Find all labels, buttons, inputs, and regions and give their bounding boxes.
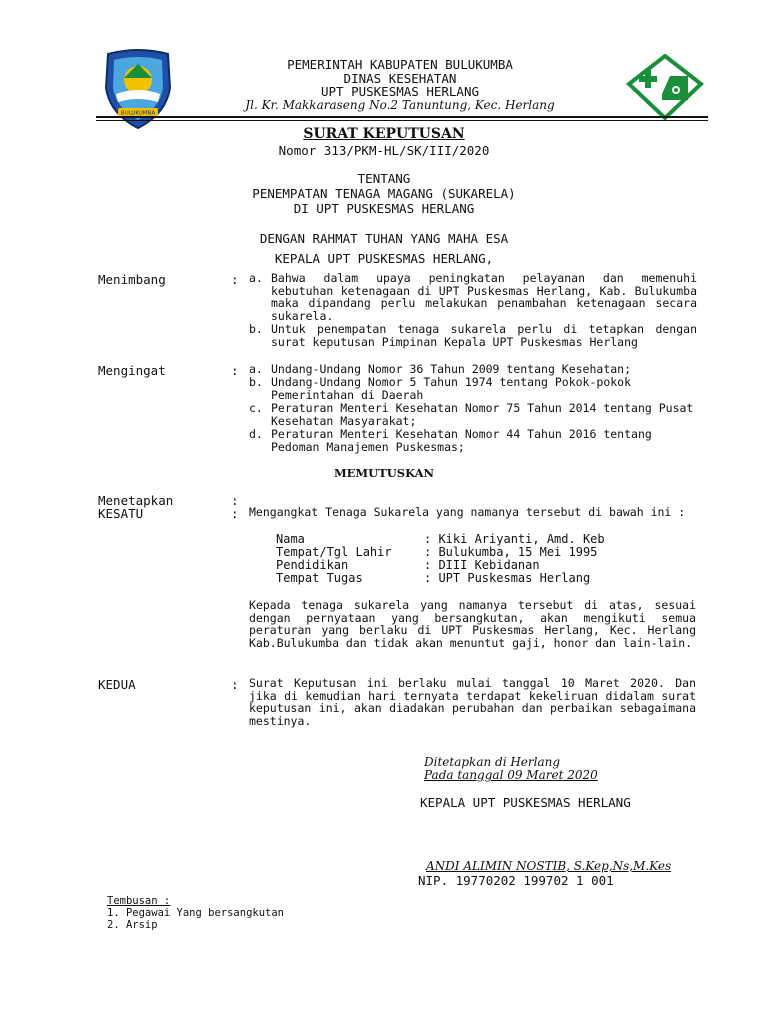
field-value-pendidikan: : DIII Kebidanan xyxy=(424,558,540,572)
kedua-paragraph: Surat Keputusan ini berlaku mulai tanggal 10 Maret 2020. Dan jika di kemudian hari ternyata terdapat kekeliruan didalam surat keputusan ini, akan diadakan perubahan dan perbaikan sebagaimana mestinya. xyxy=(249,676,696,728)
field-label-tempat-tugas: Tempat Tugas xyxy=(276,571,363,585)
field-label-pendidikan: Pendidikan xyxy=(276,558,349,572)
signature-position: KEPALA UPT PUSKESMAS HERLANG xyxy=(420,795,631,810)
mengingat-item-c xyxy=(249,402,697,427)
mengingat-item-b xyxy=(249,376,697,401)
letterhead-government: PEMERINTAH KABUPATEN BULUKUMBA xyxy=(287,57,513,72)
menetapkan-label: Menetapkan xyxy=(98,493,174,508)
item-key: b. xyxy=(249,375,263,389)
kesatu-intro: Mengangkat Tenaga Sukarela yang namanya tersebut di bawah ini : xyxy=(249,505,686,519)
mengingat-colon: : xyxy=(231,363,239,378)
subject-heading: TENTANG xyxy=(357,171,411,186)
rahmat-line: DENGAN RAHMAT TUHAN YANG MAHA ESA xyxy=(259,231,509,246)
menimbang-item-b xyxy=(249,323,697,348)
menimbang-item-a xyxy=(249,272,697,322)
svg-text:BULUKUMBA: BULUKUMBA xyxy=(120,110,156,117)
field-label-nama: Nama xyxy=(276,532,305,546)
field-value-nama: : Kiki Ariyanti, Amd. Keb xyxy=(424,532,605,546)
item-text: Untuk penempatan tenaga sukarela perlu di tetapkan dengan surat keputusan Pimpinan Kepala UPT Puskesmas Herlang xyxy=(271,322,697,349)
signature-nip: NIP. 19770202 199702 1 001 xyxy=(418,873,614,888)
letterhead-address: Jl. Kr. Makkaraseng No.2 Tanuntung, Kec. Herlang xyxy=(245,97,555,112)
letterhead-unit: UPT PUSKESMAS HERLANG xyxy=(320,84,480,99)
mengingat-item-a xyxy=(249,363,697,376)
subject-line-2: DI UPT PUSKESMAS HERLANG xyxy=(293,201,475,216)
kesatu-label: KESATU xyxy=(98,506,144,521)
kedua-label: KEDUA xyxy=(98,677,136,692)
signature-place: Ditetapkan di Herlang xyxy=(424,755,561,769)
item-text: Undang-Undang Nomor 5 Tahun 1974 tentang Pokok-pokok Pemerintahan di Daerah xyxy=(271,375,632,402)
signature-date: Pada tanggal 09 Maret 2020 xyxy=(424,768,598,782)
item-key: b. xyxy=(249,322,263,336)
signature-name: ANDI ALIMIN NOSTIB, S.Kep,Ns,M.Kes xyxy=(426,859,672,873)
item-key: d. xyxy=(249,427,263,441)
tembusan-title: Tembusan : xyxy=(107,895,171,907)
document-number: Nomor 313/PKM-HL/SK/III/2020 xyxy=(278,143,490,158)
document-title: SURAT KEPUTUSAN xyxy=(303,126,465,142)
puskesmas-logo xyxy=(626,54,704,120)
kesatu-colon: : xyxy=(231,506,239,521)
item-key: c. xyxy=(249,401,263,415)
letterhead-divider xyxy=(96,116,708,121)
letterhead-agency: DINAS KESEHATAN xyxy=(343,70,457,86)
item-key: a. xyxy=(249,362,263,376)
memutuskan-heading: MEMUTUSKAN xyxy=(333,466,435,480)
kepala-line: KEPALA UPT PUSKESMAS HERLANG, xyxy=(274,251,494,266)
tembusan-item-1: 1. Pegawai Yang bersangkutan xyxy=(107,907,285,919)
field-value-ttl: : Bulukumba, 15 Mei 1995 xyxy=(424,545,598,559)
item-text: Undang-Undang Nomor 36 Tahun 2009 tentang Kesehatan; xyxy=(271,362,632,376)
mengingat-item-d xyxy=(249,428,697,453)
field-value-tempat-tugas: : UPT Puskesmas Herlang xyxy=(424,571,591,585)
letterhead xyxy=(180,58,620,112)
kedua-colon: : xyxy=(231,677,239,692)
item-key: a. xyxy=(249,271,263,285)
mengingat-label: Mengingat xyxy=(98,363,166,378)
menimbang-colon: : xyxy=(231,272,239,287)
kesatu-paragraph: Kepada tenaga sukarela yang namanya tersebut di atas, sesuai dengan pernyataan yang bersangkutan, akan mengikuti semua peraturan yang berlaku di UPT Puskesmas Herlang, Kec. Herlang Kab.Bulukumba dan tidak akan menuntut gaji, honor dan lain-lain. xyxy=(249,598,696,650)
field-label-ttl: Tempat/Tgl Lahir xyxy=(276,545,392,559)
item-text: Peraturan Menteri Kesehatan Nomor 75 Tahun 2014 tentang Pusat Kesehatan Masyarakat; xyxy=(271,401,694,428)
subject-line-1: PENEMPATAN TENAGA MAGANG (SUKARELA) xyxy=(252,186,516,201)
tembusan-item-2: 2. Arsip xyxy=(107,919,158,931)
item-text: Bahwa dalam upaya peningkatan pelayanan dan memenuhi kebutuhan ketenagaan di UPT Puskesmas Herlang, Kab. Bulukumba maka dipandang perlu melakukan penambahan ketenagaan secara sukarela. xyxy=(271,271,697,323)
item-text: Peraturan Menteri Kesehatan Nomor 44 Tahun 2016 tentang Pedoman Manajemen Puskesmas; xyxy=(271,427,652,454)
menetapkan-colon: : xyxy=(231,493,239,508)
menimbang-label: Menimbang xyxy=(98,272,166,287)
